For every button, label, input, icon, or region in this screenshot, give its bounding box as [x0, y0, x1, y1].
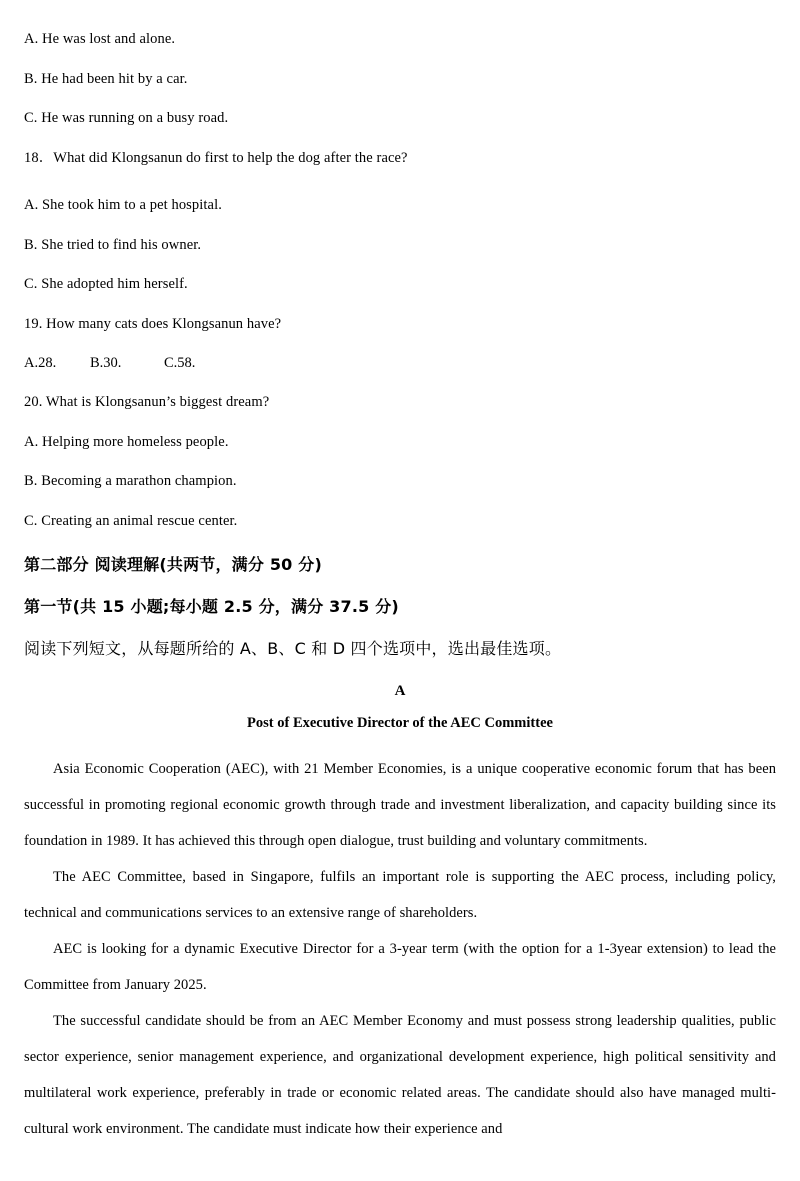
part-two-heading: 第二部分 阅读理解(共两节，满分 50 分): [24, 554, 323, 574]
option-18-c: C. She adopted him herself.: [24, 276, 188, 293]
option-20-a: A. Helping more homeless people.: [24, 433, 229, 450]
question-20-stem: 20. What is Klongsanun’s biggest dream?: [24, 394, 270, 410]
choice-19-a: A.28.: [24, 354, 57, 371]
question-19-stem: 19. How many cats does Klongsanun have?: [24, 315, 282, 332]
passage-paragraph-4: The successful candidate should be from an AEC Member Economy and must possess strong leadership qualities, public sector experience, senior management experience, and organizational development experience, high political sensitivity and multilateral work experience, preferably in trade or economic related areas. The candidate should also have managed multi-cultural work environment. The candidate must indicate how their experience and: [24, 1012, 776, 1137]
passage-paragraph-3: AEC is looking for a dynamic Executive Director for a 3-year term (with the option for a 1-3year extension) to lead the Committee from January 2025.: [24, 940, 776, 993]
option-17-b: B. He had been hit by a car.: [24, 70, 188, 87]
choice-19-c: C.58.: [164, 354, 196, 371]
option-18-b: B. She tried to find his owner.: [24, 236, 202, 253]
part-two-instruction: 阅读下列短文，从每题所给的 A、B、C 和 D 四个选项中，选出最佳选项。: [24, 638, 562, 658]
passage-paragraph-1: Asia Economic Cooperation (AEC), with 21 Member Economies, is a unique cooperative economic forum that has been successful in promoting regional economic growth through trade and investment liberalization, and capacity building since its foundation in 1989. It has achieved this through open dialogue, trust building and voluntary commitments.: [24, 760, 776, 849]
part-two-subheading: 第一节(共 15 小题;每小题 2.5 分，满分 37.5 分): [24, 596, 399, 616]
option-20-b: B. Becoming a marathon champion.: [24, 473, 237, 490]
passage-paragraph-2: The AEC Committee, based in Singapore, fulfils an important role is supporting the AEC process, including policy, technical and communications services to an extensive range of shareholders.: [24, 868, 776, 921]
option-17-a: A. He was lost and alone.: [24, 31, 176, 47]
option-18-a: A. She took him to a pet hospital.: [24, 197, 222, 213]
option-20-c: C. Creating an animal rescue center.: [24, 512, 238, 529]
option-17-c: C. He was running on a busy road.: [24, 110, 229, 127]
passage-letter: A: [394, 682, 406, 699]
question-18-stem: 18．What did Klongsanun do first to help the dog after the race?: [24, 149, 408, 166]
choice-19-b: B.30.: [90, 354, 122, 371]
question-19-choices: [24, 355, 776, 372]
passage-title: Post of Executive Director of the AEC Committee: [247, 714, 553, 731]
